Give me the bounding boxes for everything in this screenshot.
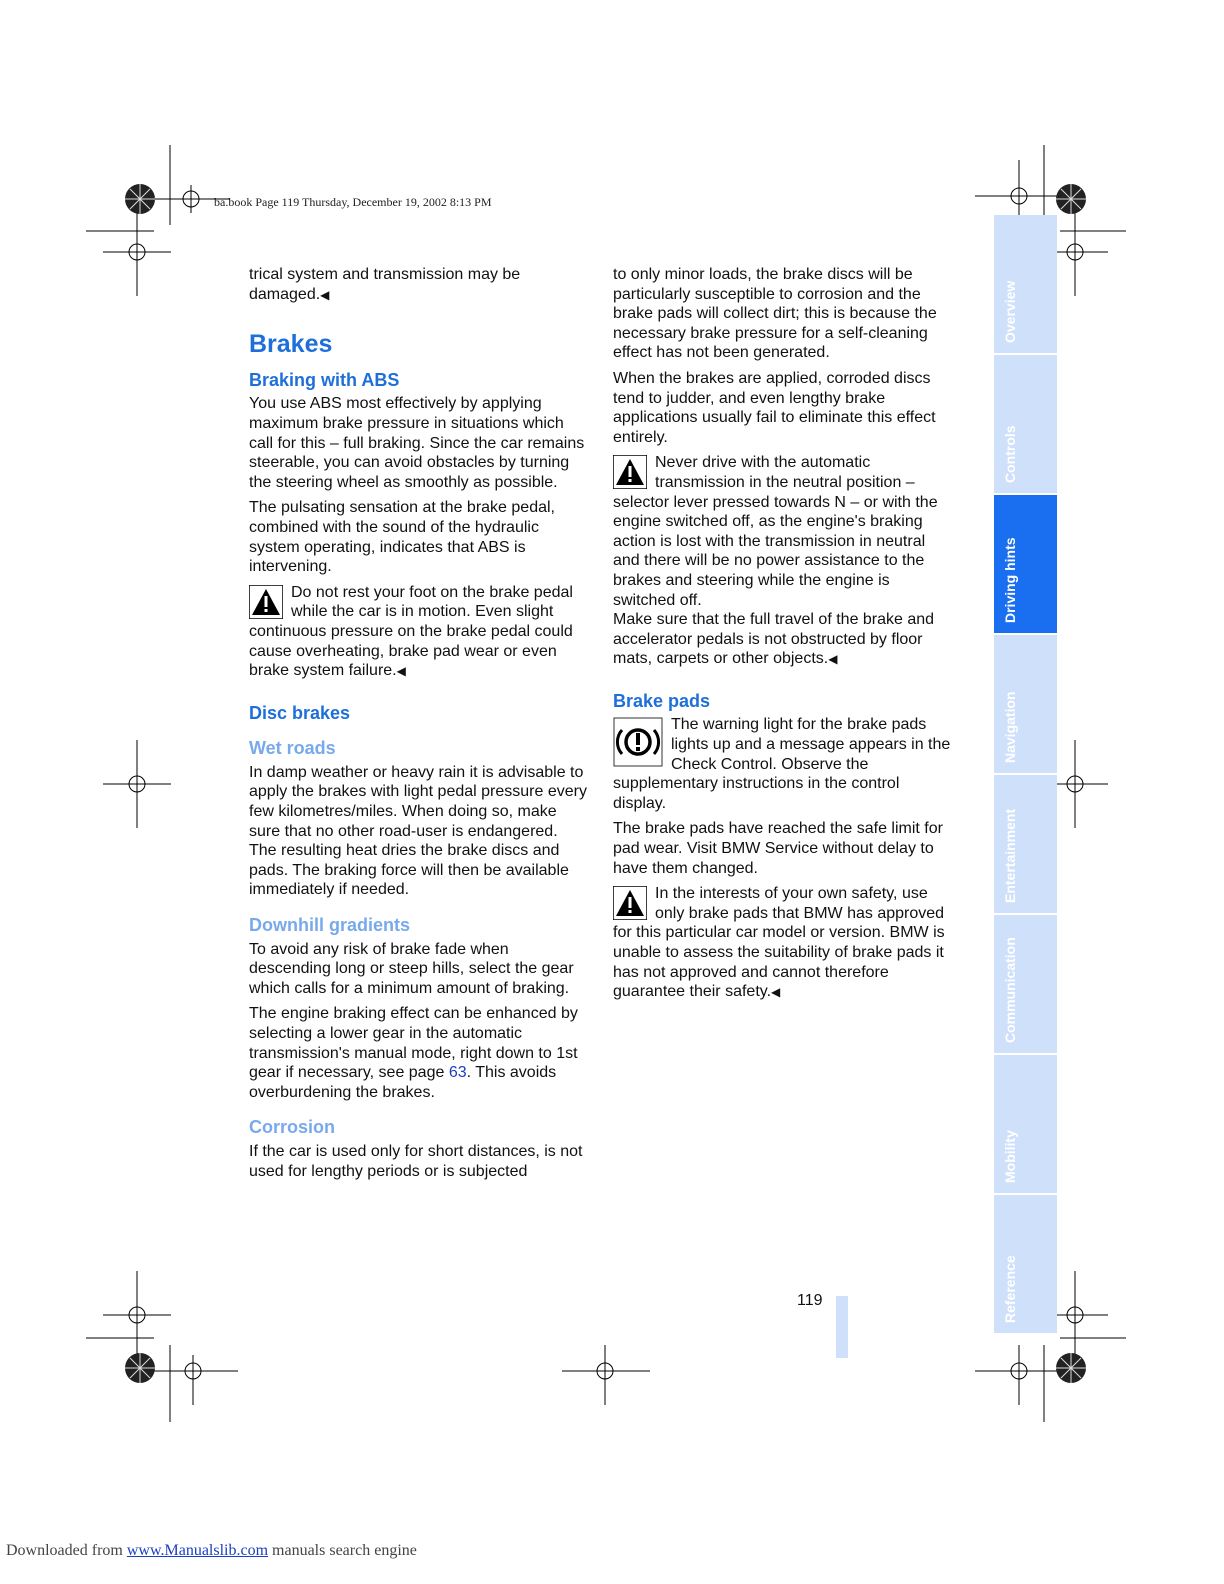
disc-brakes-heading: Disc brakes xyxy=(249,702,351,723)
downhill-paragraph-1: To avoid any risk of brake fade when descending long or steep hills, select the gear which calls for a minimum amount of braking. xyxy=(249,940,574,997)
corrosion-continued: to only minor loads, the brake discs will be particularly susceptible to corrosion and the brake pads will collect dirt; this is because the necessary brake pressure for a self-cleaning effect has not been generated. xyxy=(613,266,937,362)
brake-pads-warning: In the interests of your own safety, use only brake pads that BMW has approved for this particular car model or version. BMW is unable to assess the suitability of brake pads it has not approved and cannot therefore guarantee their safety.◀ xyxy=(613,885,945,1001)
downhill-paragraph-2: The engine braking effect can be enhanced by selecting a lower gear in the automatic transmission's manual mode, right down to 1st gear if necessary, see page 63. This avoids overburdening the brakes. xyxy=(249,1005,578,1101)
wet-roads-paragraph: In damp weather or heavy rain it is advisable to apply the brakes with light pedal pressure every few kilometres/miles. When doing so, make sure that no other road-user is endangered. The resulting heat dries the brake discs and pads. The braking force will then be available immediately if needed. xyxy=(249,763,587,899)
end-mark-icon: ◀ xyxy=(396,664,406,679)
tab-communication[interactable]: Communication xyxy=(994,915,1057,1053)
right-column xyxy=(613,265,953,1009)
brake-pads-paragraph-2: The brake pads have reached the safe limit for pad wear. Visit BMW Service without delay to have them changed. xyxy=(613,820,943,877)
end-mark-icon: ◀ xyxy=(771,985,781,1000)
intro-paragraph: trical system and transmission may be damaged.◀ xyxy=(249,266,521,303)
abs-warning: Do not rest your foot on the brake pedal while the car is in motion. Even slight continuous pressure on the brake pedal could cause overheating, brake pad wear or even brake system failure.◀ xyxy=(249,583,573,680)
brake-warning-light-icon xyxy=(613,717,663,767)
page-number-bar xyxy=(836,1296,848,1358)
page-number: 119 xyxy=(797,1292,823,1309)
chapter-tabs xyxy=(994,215,1057,1335)
abs-paragraph-1: You use ABS most effectively by applying maximum brake pressure in situations which call for this – full braking. Since the car remains steerable, you can avoid obstacles by turning the steering wheel as smoothly as possible. xyxy=(249,395,585,491)
manualslib-link[interactable]: www.Manualslib.com xyxy=(126,1542,269,1559)
corrosion-paragraph-2: When the brakes are applied, corroded discs tend to judder, and even lengthy brake applications usually fail to eliminate this effect entirely. xyxy=(613,369,936,446)
abs-paragraph-2: The pulsating sensation at the brake pedal, combined with the sound of the hydraulic system operating, indicates that ABS is intervening. xyxy=(249,499,555,576)
tab-controls[interactable]: Controls xyxy=(994,355,1057,493)
section-title: Brakes xyxy=(249,330,333,359)
tab-entertainment[interactable]: Entertainment xyxy=(994,775,1057,913)
brake-pads-paragraph-1: The warning light for the brake pads lights up and a message appears in the Check Control. Observe the supplementary instructions in the control display. xyxy=(613,716,951,812)
pedal-travel-note: Make sure that the full travel of the brake and accelerator pedals is not obstructed by floor mats, carpets or other objects.◀ xyxy=(613,611,935,668)
tab-navigation[interactable]: Navigation xyxy=(994,635,1057,773)
print-header: ba.book Page 119 Thursday, December 19, 2002 8:13 PM xyxy=(214,195,492,209)
warning-triangle-icon xyxy=(613,886,647,920)
page-link[interactable]: 63 xyxy=(448,1064,467,1082)
brake-pads-heading: Brake pads xyxy=(613,690,711,711)
abs-heading: Braking with ABS xyxy=(249,369,400,390)
tab-driving-hints[interactable]: Driving hints xyxy=(994,495,1057,633)
tab-overview[interactable]: Overview xyxy=(994,215,1057,353)
download-footer: Downloaded from www.Manualslib.com manuals search engine xyxy=(6,1542,417,1559)
neutral-warning: Never drive with the automatic transmission in the neutral position – selector lever pressed towards N – or with the engine switched off, as the engine's braking action is lost with the transmission in neutral and there will be no power assistance to the brakes and steering while the engine is switched off. xyxy=(613,454,938,609)
tab-reference[interactable]: Reference xyxy=(994,1195,1057,1333)
end-mark-icon: ◀ xyxy=(320,287,330,302)
warning-triangle-icon xyxy=(249,585,283,619)
corrosion-paragraph: If the car is used only for short distances, is not used for lengthy periods or is subjected xyxy=(249,1142,583,1180)
tab-mobility[interactable]: Mobility xyxy=(994,1055,1057,1193)
left-column xyxy=(249,265,589,1187)
corrosion-heading: Corrosion xyxy=(249,1117,336,1138)
wet-roads-heading: Wet roads xyxy=(249,738,336,759)
warning-triangle-icon xyxy=(613,455,647,489)
downhill-heading: Downhill gradients xyxy=(249,915,411,936)
end-mark-icon: ◀ xyxy=(828,652,838,667)
